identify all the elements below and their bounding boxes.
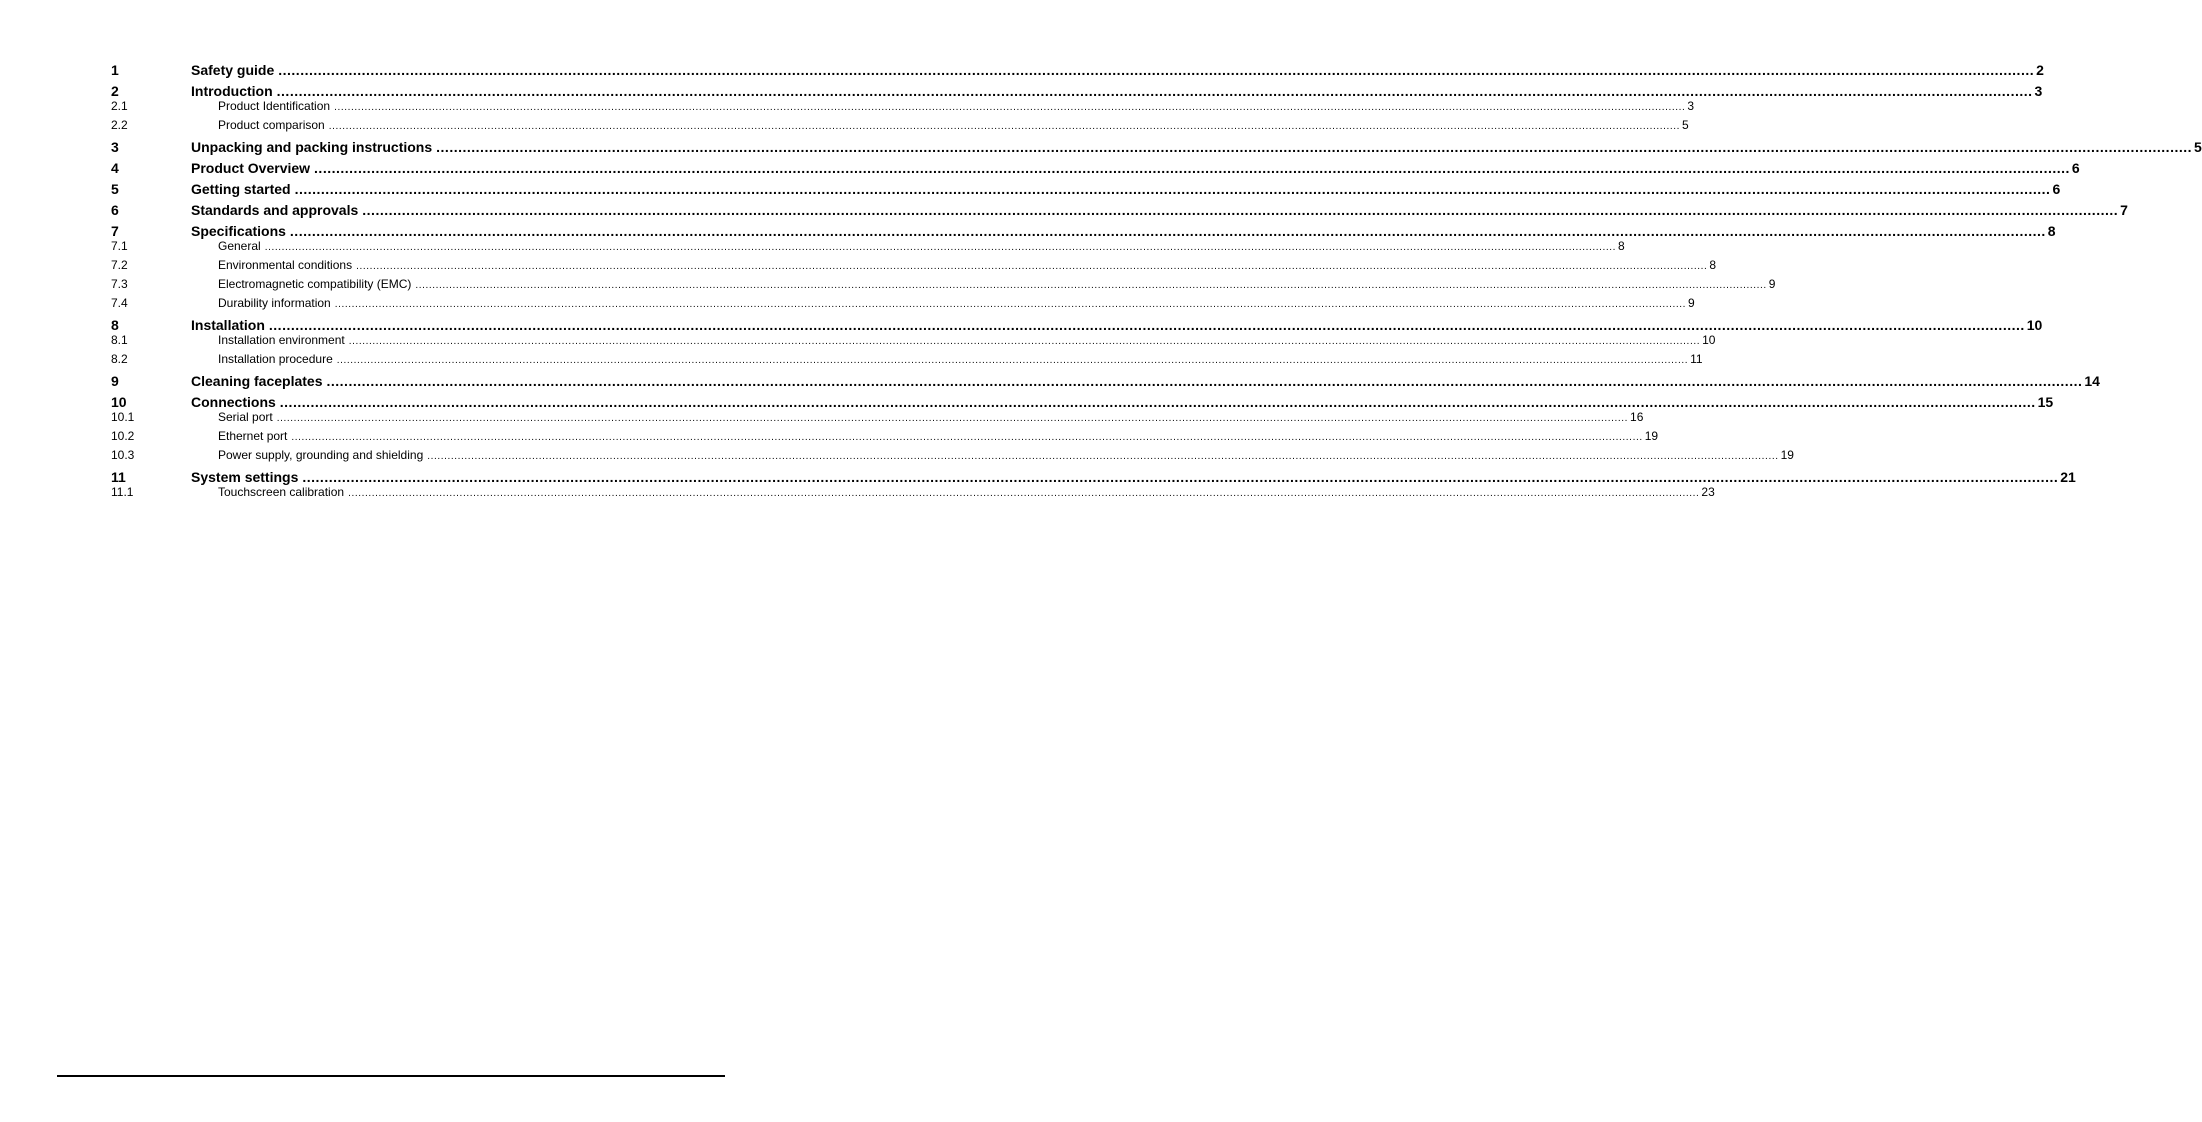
toc-chapter-entry[interactable] [111,83,2043,99]
toc-chapter-entry[interactable] [111,202,2128,218]
toc-entry-number: 8.1 [111,333,128,347]
toc-dot-leader: ................................................................................................................................................................................................................................................................................................................................................................................................................ [276,413,1629,424]
toc-entry-number: 9 [111,373,119,389]
toc-dot-leader: ................................................................................................................................................................................................................................................................................................................................................................................................................ [326,373,2083,389]
toc-entry-title: Specifications [191,223,286,239]
toc-entry-page: 11 [1690,352,1703,366]
toc-entry-page: 10 [2026,317,2043,333]
toc-dot-leader: ................................................................................................................................................................................................................................................................................................................................................................................................................ [427,451,1779,462]
toc-entry-page: 8 [2047,223,2056,239]
toc-entry-title: Safety guide [191,62,275,78]
toc-entry-page: 8 [1709,258,1717,272]
toc-dot-leader: ................................................................................................................................................................................................................................................................................................................................................................................................................ [436,139,2193,155]
toc-entry-number: 10.2 [111,429,135,443]
toc-dot-leader: ................................................................................................................................................................................................................................................................................................................................................................................................................ [264,242,1617,253]
toc-entry-title: Electromagnetic compatibility (EMC) [218,277,412,291]
table-of-contents [111,62,2202,501]
toc-section-entry[interactable] [111,352,1703,368]
footer-rule [57,1075,725,1077]
toc-dot-leader: ................................................................................................................................................................................................................................................................................................................................................................................................................ [314,160,2070,176]
toc-entry-number: 7.3 [111,277,128,291]
toc-dot-leader: ................................................................................................................................................................................................................................................................................................................................................................................................................ [294,181,2051,197]
toc-entry-page: 5 [1682,118,1689,132]
toc-entry-number: 10.3 [111,448,135,462]
toc-entry-number: 1 [111,62,119,78]
toc-chapter-entry[interactable] [111,373,2100,389]
toc-dot-leader: ................................................................................................................................................................................................................................................................................................................................................................................................................ [334,299,1687,310]
toc-chapter-entry[interactable] [111,62,2044,78]
toc-entry-page: 14 [2084,373,2100,389]
toc-entry-number: 8.2 [111,352,128,366]
toc-entry-title: Installation [191,317,265,333]
toc-chapter-entry[interactable] [111,223,2056,239]
toc-entry-page: 9 [1688,296,1695,310]
toc-entry-title: Getting started [191,181,291,197]
toc-section-entry[interactable] [111,258,1717,274]
toc-entry-number: 11 [111,469,126,485]
toc-entry-title: Product comparison [218,118,325,132]
toc-chapter-entry[interactable] [111,181,2061,197]
toc-chapter-entry[interactable] [111,160,2080,176]
toc-entry-number: 7.1 [111,239,128,253]
toc-entry-title: Ethernet port [218,429,288,443]
toc-section-entry[interactable] [111,485,1715,501]
toc-entry-title: Connections [191,394,276,410]
toc-entry-title: Environmental conditions [218,258,353,272]
toc-entry-title: Product Overview [191,160,311,176]
toc-dot-leader: ................................................................................................................................................................................................................................................................................................................................................................................................................ [356,261,1708,272]
toc-entry-title: General [218,239,261,253]
toc-chapter-entry[interactable] [111,394,2054,410]
toc-entry-page: 23 [1701,485,1715,499]
toc-entry-page: 5 [2194,139,2202,155]
toc-entry-page: 10 [1702,333,1716,347]
toc-entry-number: 7.2 [111,258,128,272]
toc-dot-leader: ................................................................................................................................................................................................................................................................................................................................................................................................................ [278,62,2035,78]
toc-entry-page: 6 [2071,160,2080,176]
toc-dot-leader: ................................................................................................................................................................................................................................................................................................................................................................................................................ [291,432,1643,443]
toc-entry-title: System settings [191,469,299,485]
toc-entry-page: 7 [2120,202,2128,218]
toc-entry-page: 21 [2060,469,2076,485]
toc-entry-title: Cleaning faceplates [191,373,323,389]
toc-chapter-entry[interactable] [111,469,2076,485]
toc-entry-number: 2.1 [111,99,128,113]
toc-entry-number: 5 [111,181,119,197]
toc-entry-title: Unpacking and packing instructions [191,139,433,155]
toc-section-entry[interactable] [111,239,1625,255]
toc-entry-number: 7.4 [111,296,128,310]
toc-entry-page: 9 [1768,277,1776,291]
toc-entry-number: 3 [111,139,119,155]
toc-entry-page: 15 [2037,394,2054,410]
toc-entry-title: Installation environment [218,333,345,347]
toc-entry-number: 2 [111,83,119,99]
toc-entry-page: 3 [2034,83,2043,99]
toc-dot-leader: ................................................................................................................................................................................................................................................................................................................................................................................................................ [348,488,1700,499]
toc-dot-leader: ................................................................................................................................................................................................................................................................................................................................................................................................................ [362,202,2119,218]
toc-entry-number: 4 [111,160,119,176]
toc-entry-page: 3 [1687,99,1695,113]
toc-entry-title: Serial port [218,410,273,424]
toc-entry-page: 8 [1618,239,1625,253]
toc-entry-title: Introduction [191,83,273,99]
toc-entry-title: Durability information [218,296,331,310]
toc-entry-page: 19 [1644,429,1659,443]
toc-entry-title: Standards and approvals [191,202,359,218]
toc-dot-leader: ................................................................................................................................................................................................................................................................................................................................................................................................................ [302,469,2059,485]
toc-entry-page: 16 [1630,410,1644,424]
toc-entry-title: Power supply, grounding and shielding [218,448,424,462]
toc-section-entry[interactable] [111,410,1644,426]
toc-dot-leader: ................................................................................................................................................................................................................................................................................................................................................................................................................ [289,223,2046,239]
toc-chapter-entry[interactable] [111,139,2202,155]
toc-entry-page: 6 [2052,181,2061,197]
toc-entry-number: 8 [111,317,119,333]
toc-section-entry[interactable] [111,448,1794,464]
toc-entry-number: 6 [111,202,119,218]
toc-dot-leader: ................................................................................................................................................................................................................................................................................................................................................................................................................ [415,280,1767,291]
toc-entry-number: 11.1 [111,485,134,499]
toc-section-entry[interactable] [111,429,1659,445]
toc-section-entry[interactable] [111,99,1695,115]
toc-entry-number: 2.2 [111,118,128,132]
toc-dot-leader: ................................................................................................................................................................................................................................................................................................................................................................................................................ [336,355,1689,366]
toc-dot-leader: ................................................................................................................................................................................................................................................................................................................................................................................................................ [276,83,2033,99]
toc-dot-leader: ................................................................................................................................................................................................................................................................................................................................................................................................................ [279,394,2036,410]
toc-entry-number: 10 [111,394,127,410]
toc-entry-title: Product Identification [218,99,331,113]
toc-entry-number: 7 [111,223,119,239]
toc-section-entry[interactable] [111,118,1689,134]
toc-section-entry[interactable] [111,277,1776,293]
toc-chapter-entry[interactable] [111,317,2043,333]
toc-section-entry[interactable] [111,333,1716,349]
toc-section-entry[interactable] [111,296,1695,312]
toc-entry-number: 10.1 [111,410,135,424]
toc-entry-title: Installation procedure [218,352,333,366]
toc-dot-leader: ................................................................................................................................................................................................................................................................................................................................................................................................................ [328,121,1681,132]
toc-dot-leader: ................................................................................................................................................................................................................................................................................................................................................................................................................ [334,102,1686,113]
toc-entry-page: 19 [1780,448,1794,462]
toc-dot-leader: ................................................................................................................................................................................................................................................................................................................................................................................................................ [348,336,1701,347]
toc-entry-title: Touchscreen calibration [218,485,345,499]
toc-dot-leader: ................................................................................................................................................................................................................................................................................................................................................................................................................ [268,317,2025,333]
toc-entry-page: 2 [2036,62,2044,78]
